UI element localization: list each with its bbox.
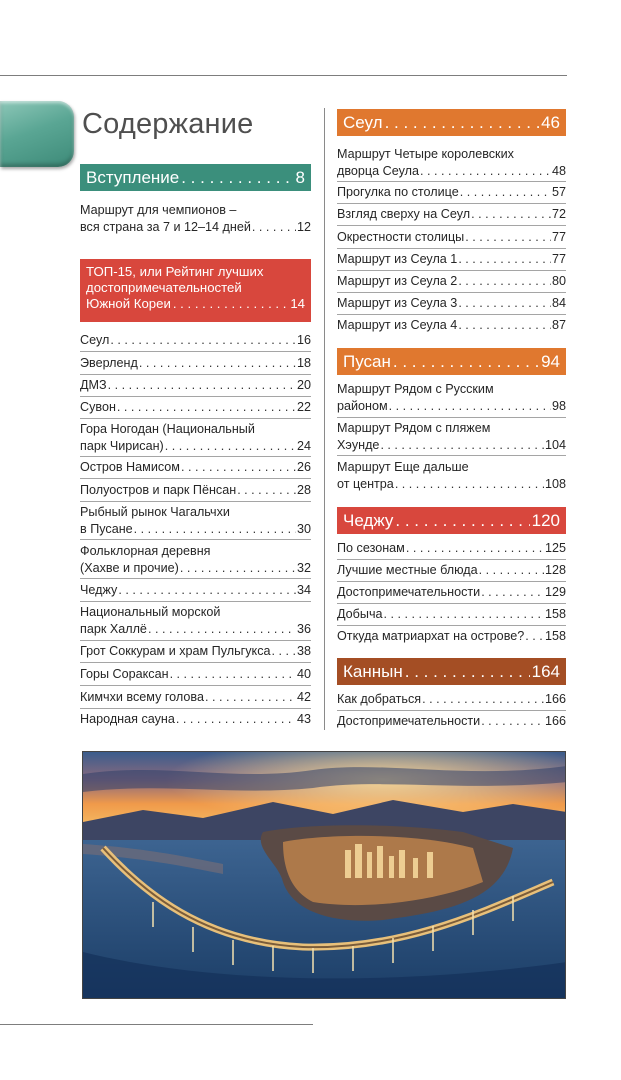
toc-entry[interactable] (337, 540, 566, 557)
section-emblem (0, 101, 74, 167)
toc-entry[interactable] (337, 420, 566, 454)
entry-title: парк Халлё (80, 622, 147, 636)
entry-line: Маршрут для чемпионов – (80, 203, 237, 217)
toc-entry[interactable] (80, 482, 311, 499)
section-label: достопримечательностей (86, 280, 242, 295)
toc-entry[interactable] (337, 317, 566, 334)
toc-entry[interactable] (337, 459, 566, 493)
section-gangneung[interactable] (337, 658, 566, 685)
entry-title: Прогулка по столице (337, 185, 459, 199)
entry-title: Достопримечательности (337, 714, 481, 728)
toc-entry[interactable] (80, 666, 311, 683)
entry-page: 38 (296, 644, 311, 658)
entry-title: Грот Соккурам и храм Пульгукса (80, 644, 271, 658)
toc-entry[interactable] (80, 711, 311, 728)
entry-page: 24 (296, 439, 311, 453)
entry-line: Гора Ногодан (Национальный (80, 422, 255, 436)
top-rule (0, 75, 567, 76)
column-divider (324, 108, 325, 730)
toc-entry[interactable] (337, 229, 566, 246)
entry-line: Маршрут Еще дальше (337, 460, 469, 474)
entry-page: 166 (544, 692, 566, 706)
entry-title: Полуостров и парк Пёнсан (80, 483, 237, 497)
bottom-rule (0, 1024, 313, 1025)
city-bridge-photo (82, 751, 566, 999)
entry-page: 36 (296, 622, 311, 636)
entry-title: дворца Сеула (337, 164, 419, 178)
entry-page: 77 (551, 230, 566, 244)
section-label: Вступление (86, 167, 180, 187)
section-label: Чеджу (343, 510, 394, 530)
section-top15[interactable] (80, 259, 311, 322)
section-label: Пусан (343, 351, 391, 371)
entry-title: Маршрут из Сеула 4 (337, 318, 458, 332)
toc-entry[interactable] (337, 381, 566, 415)
toc-entry[interactable] (80, 399, 311, 416)
section-label: Каннын (343, 661, 403, 681)
entry-page: 40 (296, 667, 311, 681)
toc-entry[interactable] (80, 689, 311, 706)
toc-entry[interactable] (337, 628, 566, 645)
section-label: Южной Кореи (86, 296, 171, 311)
section-page: 164 (531, 661, 560, 681)
entry-title: Сеул (80, 333, 110, 347)
toc-entry[interactable] (80, 202, 311, 236)
toc-entry[interactable] (80, 355, 311, 372)
toc-entry[interactable] (80, 543, 311, 577)
entry-page: 20 (296, 378, 311, 392)
entry-page: 12 (296, 220, 311, 234)
toc-entry[interactable] (337, 691, 566, 708)
entry-title: По сезонам (337, 541, 405, 555)
entry-line: Маршрут Четыре королевских (337, 147, 514, 161)
toc-entry[interactable] (80, 604, 311, 638)
entry-title: Откуда матриархат на острове? (337, 629, 525, 643)
toc-entry[interactable] (80, 459, 311, 476)
toc-entry[interactable] (337, 146, 566, 180)
entry-line: Фольклорная деревня (80, 544, 211, 558)
toc-entry[interactable] (337, 273, 566, 290)
entry-title: Народная сауна (80, 712, 175, 726)
entry-page: 42 (296, 690, 311, 704)
entry-title: от центра (337, 477, 394, 491)
toc-entry[interactable] (337, 606, 566, 623)
entry-page: 77 (551, 252, 566, 266)
entry-title: (Хахве и прочие) (80, 561, 179, 575)
entry-title: ДМЗ (80, 378, 107, 392)
toc-entry[interactable] (337, 713, 566, 730)
entry-page: 32 (296, 561, 311, 575)
entry-page: 128 (544, 563, 566, 577)
entry-title: Добыча (337, 607, 383, 621)
entry-page: 158 (544, 629, 566, 643)
entry-page: 104 (544, 438, 566, 452)
toc-entry[interactable] (80, 582, 311, 599)
entry-page: 34 (296, 583, 311, 597)
entry-page: 129 (544, 585, 566, 599)
entry-title: Хэунде (337, 438, 380, 452)
entry-title: Кимчхи всему голова (80, 690, 204, 704)
entry-title: Маршрут из Сеула 2 (337, 274, 458, 288)
section-label: ТОП-15, или Рейтинг лучших (86, 264, 264, 279)
entry-title: Маршрут из Сеула 1 (337, 252, 458, 266)
section-page: 120 (531, 510, 560, 530)
toc-entry[interactable] (337, 206, 566, 223)
section-page: 46 (541, 112, 560, 132)
entry-page: 98 (551, 399, 566, 413)
entry-title: в Пусане (80, 522, 133, 536)
entry-title: Чеджу (80, 583, 118, 597)
section-jeju[interactable] (337, 507, 566, 534)
section-page: 94 (541, 351, 560, 371)
entry-page: 80 (551, 274, 566, 288)
toc-entry[interactable] (80, 643, 311, 660)
section-label: Сеул (343, 112, 383, 132)
entry-title: Горы Сораксан (80, 667, 169, 681)
entry-page: 22 (296, 400, 311, 414)
entry-title: вся страна за 7 и 12–14 дней (80, 220, 251, 234)
section-intro[interactable] (80, 164, 311, 191)
entry-page: 125 (544, 541, 566, 555)
toc-entry[interactable] (337, 562, 566, 579)
entry-title: парк Чирисан) (80, 439, 164, 453)
entry-title: Остров Намисом (80, 460, 180, 474)
entry-line: Национальный морской (80, 605, 221, 619)
section-page: 8 (295, 167, 305, 187)
section-page: 14 (290, 296, 305, 311)
toc-entry[interactable] (80, 332, 311, 349)
section-busan[interactable] (337, 348, 566, 375)
entry-line: Маршрут Рядом с Русским (337, 382, 494, 396)
entry-title: Как добраться (337, 692, 422, 706)
entry-page: 26 (296, 460, 311, 474)
entry-page: 30 (296, 522, 311, 536)
toc-entry[interactable] (337, 295, 566, 312)
entry-page: 87 (551, 318, 566, 332)
entry-page: 57 (551, 185, 566, 199)
entry-title: Взгляд сверху на Сеул (337, 207, 471, 221)
toc-entry[interactable] (80, 421, 311, 455)
entry-line: Рыбный рынок Чагальчхи (80, 505, 230, 519)
entry-page: 16 (296, 333, 311, 347)
entry-title: Маршрут из Сеула 3 (337, 296, 458, 310)
entry-page: 84 (551, 296, 566, 310)
entry-page: 158 (544, 607, 566, 621)
entry-page: 72 (551, 207, 566, 221)
entry-title: Сувон (80, 400, 116, 414)
entry-title: Окрестности столицы (337, 230, 465, 244)
toc-entry[interactable] (337, 584, 566, 601)
entry-title: Достопримечательности (337, 585, 481, 599)
toc-entry[interactable] (80, 504, 311, 538)
entry-page: 28 (296, 483, 311, 497)
entry-line: Маршрут Рядом с пляжем (337, 421, 491, 435)
entry-page: 18 (296, 356, 311, 370)
entry-page: 166 (544, 714, 566, 728)
toc-entry[interactable] (80, 377, 311, 394)
entry-title: Лучшие местные блюда (337, 563, 478, 577)
section-seoul[interactable] (337, 109, 566, 136)
toc-entry[interactable] (337, 184, 566, 201)
entry-title: Эверленд (80, 356, 138, 370)
entry-page: 108 (544, 477, 566, 491)
entry-title: районом (337, 399, 388, 413)
entry-page: 43 (296, 712, 311, 726)
entry-page: 48 (551, 164, 566, 178)
toc-entry[interactable] (337, 251, 566, 268)
page-title: Содержание (82, 108, 254, 140)
